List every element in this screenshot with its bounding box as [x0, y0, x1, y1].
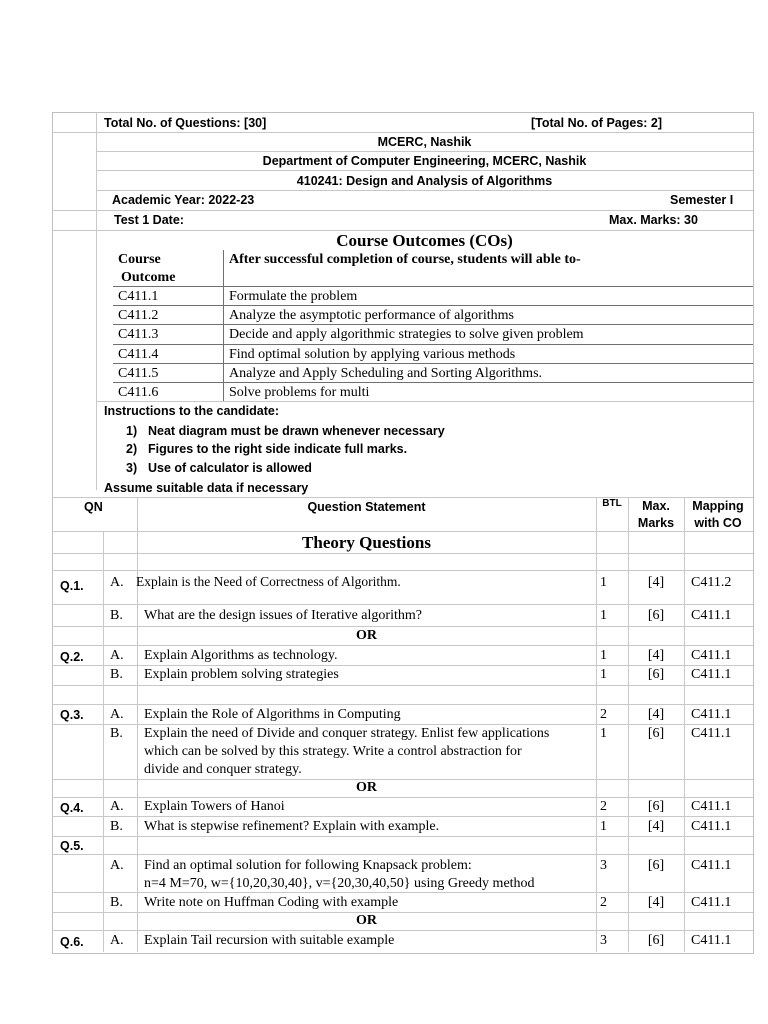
- co-mapping: C411.1: [691, 799, 732, 814]
- co-text: Solve problems for multi: [229, 385, 370, 400]
- btl-value: 2: [600, 707, 607, 722]
- part-label: A.: [110, 799, 124, 814]
- question-text-line: divide and conquer strategy.: [144, 762, 302, 777]
- question-text: Write note on Huffman Coding with example: [144, 895, 399, 910]
- marks-value: [6]: [647, 858, 665, 873]
- row-rule: [52, 665, 753, 666]
- part-label: B.: [110, 895, 123, 910]
- co-column-divider: [223, 250, 224, 401]
- instruction-text: Figures to the right side indicate full marks.: [148, 442, 408, 456]
- co-code: C411.4: [118, 347, 159, 362]
- btl-value: 1: [600, 648, 607, 663]
- row-rule: [52, 604, 753, 605]
- btl-value: 2: [600, 895, 607, 910]
- btl-value: 1: [600, 726, 607, 741]
- part-label: B.: [110, 726, 123, 741]
- co-text: Analyze and Apply Scheduling and Sorting Algorithms.: [229, 366, 543, 381]
- question-text: What is stepwise refinement? Explain with example.: [144, 819, 440, 834]
- row-rule: [52, 531, 753, 532]
- instruction-text: Neat diagram must be drawn whenever necessary: [148, 424, 445, 438]
- co-mapping: C411.1: [691, 895, 732, 910]
- co-mapping: C411.1: [691, 608, 732, 623]
- row-rule: [52, 685, 753, 686]
- part-label: B.: [110, 819, 123, 834]
- question-text-line: Find an optimal solution for following Knapsack problem:: [144, 858, 472, 873]
- row-rule: [52, 704, 753, 705]
- marks-value: [6]: [647, 667, 665, 682]
- instruction-number: 2): [126, 442, 138, 456]
- question-text: Explain problem solving strategies: [144, 667, 339, 682]
- row-rule: [52, 645, 753, 646]
- course-outcomes-title: Course Outcomes (COs): [336, 231, 513, 250]
- header-max-line2: Marks: [637, 516, 675, 530]
- btl-value: 3: [600, 933, 607, 948]
- marks-value: [6]: [647, 799, 665, 814]
- header-rule: [52, 132, 753, 133]
- question-text: What are the design issues of Iterative algorithm?: [144, 608, 422, 623]
- row-rule: [52, 724, 753, 725]
- part-label: A.: [110, 575, 124, 590]
- or-label: OR: [356, 628, 377, 643]
- col-divider-qn: [103, 531, 104, 952]
- co-code: C411.6: [118, 385, 159, 400]
- row-rule: [52, 892, 753, 893]
- co-text: Find optimal solution by applying various methods: [229, 347, 516, 362]
- department-name: Department of Computer Engineering, MCERC, Nashik: [262, 154, 587, 168]
- part-label: A.: [110, 933, 124, 948]
- co-mapping: C411.1: [691, 819, 732, 834]
- co-mapping: C411.1: [691, 667, 732, 682]
- question-text: Explain the Role of Algorithms in Computing: [144, 707, 401, 722]
- header-mapping-line1: Mapping: [692, 499, 744, 513]
- co-col-outcome-1: Course: [118, 252, 161, 267]
- co-mapping: C411.1: [691, 933, 732, 948]
- question-text: Explain is the Need of Correctness of Algorithm.: [136, 574, 401, 589]
- co-code: C411.1: [118, 289, 159, 304]
- question-text-line: which can be solved by this strategy. Write a control abstraction for: [144, 744, 522, 759]
- question-text: Explain Tail recursion with suitable example: [144, 933, 395, 948]
- co-col-outcome-2: Outcome: [121, 270, 176, 285]
- co-text: Decide and apply algorithmic strategies to solve given problem: [229, 327, 584, 342]
- question-number: Q.3.: [60, 708, 84, 722]
- header-rule: [52, 210, 753, 211]
- row-rule: [52, 816, 753, 817]
- co-row-rule: [113, 344, 753, 345]
- marks-value: [4]: [647, 895, 665, 910]
- btl-value: 1: [600, 667, 607, 682]
- section-title: Theory Questions: [302, 533, 431, 552]
- co-header-rule: [113, 286, 753, 287]
- question-number: Q.4.: [60, 801, 84, 815]
- total-pages: [Total No. of Pages: 2]: [531, 116, 663, 130]
- co-code: C411.3: [118, 327, 159, 342]
- header-left-divider: [96, 112, 97, 490]
- part-label: B.: [110, 608, 123, 623]
- or-label: OR: [356, 780, 377, 795]
- co-col-description: After successful completion of course, students will able to-: [229, 252, 581, 267]
- co-row-rule: [113, 363, 753, 364]
- co-mapping: C411.1: [691, 648, 732, 663]
- question-number: Q.5.: [60, 839, 84, 853]
- test-date: Test 1 Date:: [114, 213, 184, 227]
- marks-value: [4]: [647, 707, 665, 722]
- header-rule: [96, 151, 753, 152]
- marks-value: [4]: [647, 648, 665, 663]
- part-label: A.: [110, 858, 124, 873]
- header-max-line1: Max.: [642, 499, 670, 513]
- co-row-rule: [113, 382, 753, 383]
- co-mapping: C411.1: [691, 726, 732, 741]
- row-rule: [52, 836, 753, 837]
- academic-year: Academic Year: 2022-23: [112, 193, 255, 207]
- part-label: A.: [110, 707, 124, 722]
- co-mapping: C411.1: [691, 858, 732, 873]
- part-label: B.: [110, 667, 123, 682]
- row-rule: [52, 626, 753, 627]
- question-text-line: Explain the need of Divide and conquer strategy. Enlist few applications: [144, 726, 550, 741]
- row-rule: [52, 797, 753, 798]
- total-questions: Total No. of Questions: [30]: [104, 116, 267, 130]
- marks-value: [4]: [647, 819, 665, 834]
- question-number: Q.6.: [60, 935, 84, 949]
- marks-value: [6]: [647, 608, 665, 623]
- marks-value: [6]: [647, 726, 665, 741]
- row-rule: [52, 930, 753, 931]
- btl-value: 3: [600, 858, 607, 873]
- question-number: Q.2.: [60, 650, 84, 664]
- or-label: OR: [356, 913, 377, 928]
- co-text: Analyze the asymptotic performance of algorithms: [229, 308, 514, 323]
- question-text-line: n=4 M=70, w={10,20,30,40}, v={20,30,40,50} using Greedy method: [144, 876, 535, 891]
- co-row-rule: [113, 305, 753, 306]
- row-rule: [52, 854, 753, 855]
- header-mapping-line2: with CO: [694, 516, 742, 530]
- marks-value: [4]: [647, 575, 665, 590]
- header-qn: QN: [84, 500, 103, 514]
- max-marks: Max. Marks: 30: [609, 213, 698, 227]
- co-bottom-rule: [96, 401, 753, 402]
- co-code: C411.2: [118, 308, 159, 323]
- btl-value: 1: [600, 608, 607, 623]
- header-question-statement: Question Statement: [307, 500, 426, 514]
- row-rule: [52, 570, 753, 571]
- header-rule: [96, 170, 753, 171]
- btl-value: 1: [600, 819, 607, 834]
- co-mapping: C411.2: [691, 575, 732, 590]
- course-name: 410241: Design and Analysis of Algorithms: [296, 174, 553, 188]
- co-row-rule: [113, 324, 753, 325]
- question-table-top: [52, 497, 753, 498]
- institute-name: MCERC, Nashik: [377, 135, 472, 149]
- semester: Semester I: [670, 193, 734, 207]
- btl-value: 1: [600, 575, 607, 590]
- part-label: A.: [110, 648, 124, 663]
- instruction-text: Use of calculator is allowed: [148, 461, 312, 475]
- btl-value: 2: [600, 799, 607, 814]
- co-text: Formulate the problem: [229, 289, 358, 304]
- co-code: C411.5: [118, 366, 159, 381]
- instructions-heading: Instructions to the candidate:: [104, 404, 280, 418]
- marks-value: [6]: [647, 933, 665, 948]
- row-rule: [52, 553, 753, 554]
- question-number: Q.1.: [60, 579, 84, 593]
- co-mapping: C411.1: [691, 707, 732, 722]
- question-text: Explain Towers of Hanoi: [144, 799, 285, 814]
- header-btl: BTL: [602, 498, 622, 509]
- instructions-note: Assume suitable data if necessary: [104, 481, 309, 495]
- instruction-number: 3): [126, 461, 138, 475]
- question-text: Explain Algorithms as technology.: [144, 648, 338, 663]
- instruction-number: 1): [126, 424, 138, 438]
- header-rule: [96, 190, 753, 191]
